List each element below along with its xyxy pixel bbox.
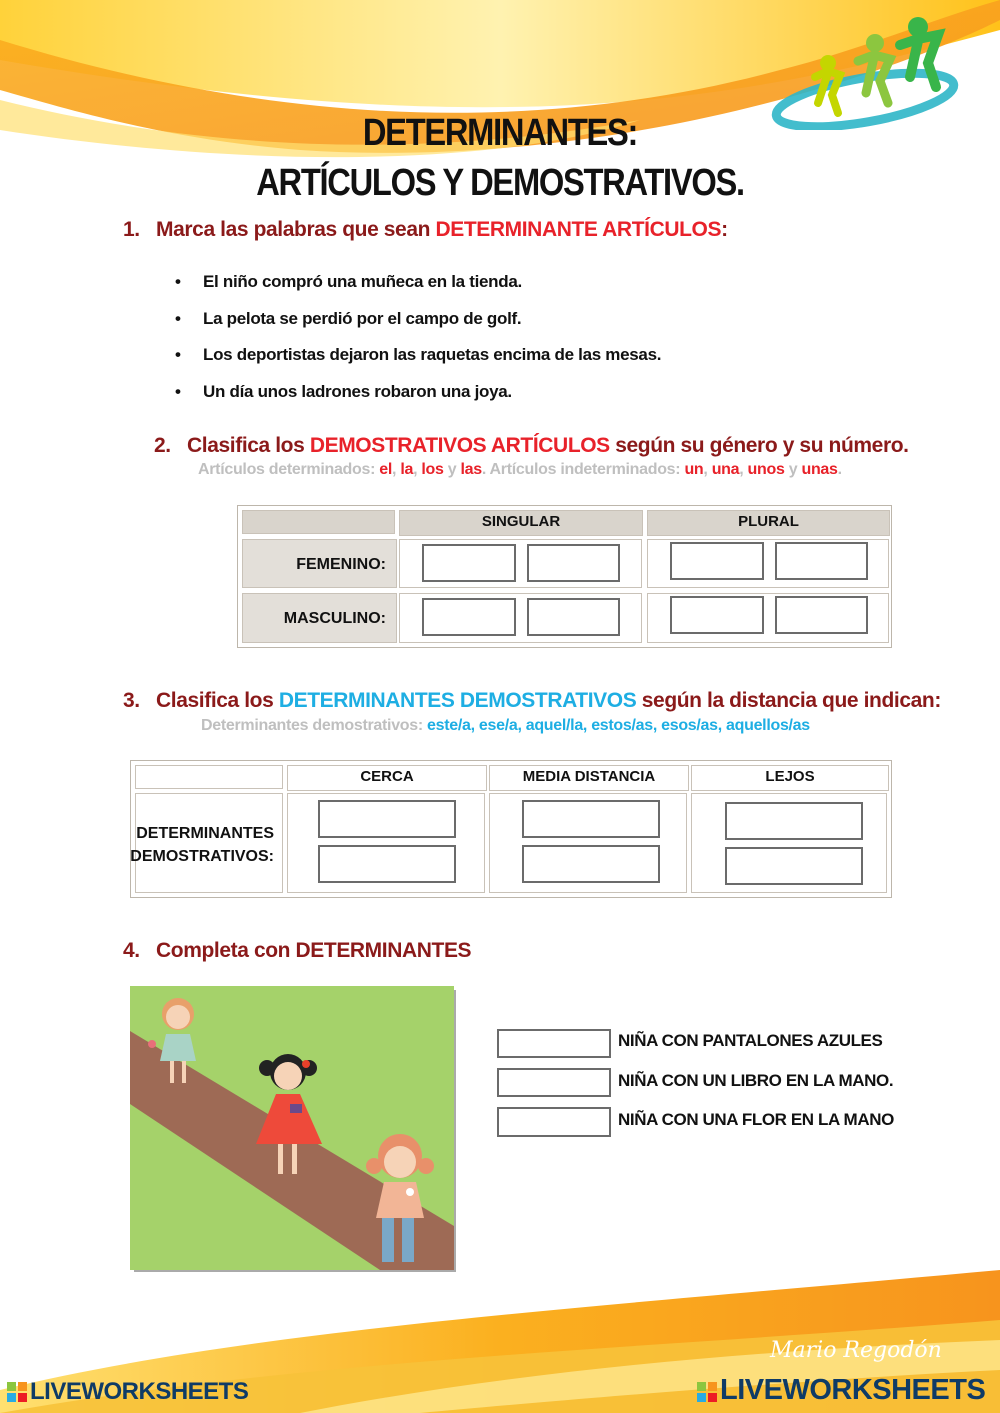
liveworksheets-logo-icon [7,1382,27,1402]
q1-highlight: DETERMINANTE ARTÍCULOS [435,218,722,241]
footer-brand-right[interactable]: LIVEWORKSHEETS [697,1374,985,1407]
q2-row-femenino: FEMENINO: [242,539,397,588]
q4-answer-3[interactable] [497,1107,611,1137]
q3-answer-media-2[interactable] [522,845,660,883]
q3-col-media: MEDIA DISTANCIA [489,765,689,791]
q4-answer-2[interactable] [497,1068,611,1097]
q2-answer-masc-plur-1[interactable] [670,596,764,634]
q1-sentence-3[interactable]: • Los deportistas dejaron las raquetas encima de las mesas. [175,345,661,365]
q3-hint: Determinantes demostrativos: este/a, ese/a, aquel/la, estos/as, esos/as, aquellos/as [201,717,810,734]
q3-col-cerca: CERCA [287,765,487,791]
q3-suffix: según la distancia que indican: [636,689,941,712]
q2-hint: Artículos determinados: el, la, los y las. Artículos indeterminados: un, una, unos y unas. [198,461,842,478]
q2-answer-masc-sing-1[interactable] [422,598,516,636]
q3-answer-lejos-2[interactable] [725,847,863,885]
page-title-line-2: ARTÍCULOS Y DEMOSTRATIVOS. [256,162,744,204]
q1-prefix: Marca las palabras que sean [156,218,436,241]
q4-phrase-1: NIÑA CON PANTALONES AZULES [618,1031,883,1050]
page-title-line-1: DETERMINANTES: [362,112,638,154]
q3-number: 3. [123,689,140,712]
q2-prefix: Clasifica los [187,434,310,457]
q2-number: 2. [154,434,171,457]
q2-col-singular: SINGULAR [399,510,643,536]
q2-heading [154,434,909,458]
q1-sentence-2[interactable]: • La pelota se perdió por el campo de golf. [175,309,521,329]
q2-answer-masc-sing-2[interactable] [527,598,620,636]
q4-heading [123,939,471,963]
q2-corner-cell [242,510,395,534]
q3-answer-cerca-1[interactable] [318,800,456,838]
q3-answer-lejos-1[interactable] [725,802,863,840]
q1-suffix: : [721,218,728,241]
q1-heading [123,218,728,242]
q3-corner-cell [135,765,283,789]
q4-phrase-3: NIÑA CON UNA FLOR EN LA MANO [618,1110,894,1129]
q2-answer-fem-plur-1[interactable] [670,542,764,580]
q2-row-masculino: MASCULINO: [242,593,397,643]
q3-row-label-1: DETERMINANTES [136,825,274,842]
q1-number: 1. [123,218,140,241]
q2-answer-masc-plur-2[interactable] [775,596,868,634]
q2-col-plural: PLURAL [647,510,890,536]
q3-row-label-cell [130,793,283,893]
q3-answer-media-1[interactable] [522,800,660,838]
q4-answer-1[interactable] [497,1029,611,1058]
q2-highlight: DEMOSTRATIVOS ARTÍCULOS [309,434,610,457]
q3-row-label-2: DEMOSTRATIVOS: [130,848,274,865]
q3-answer-cerca-2[interactable] [318,845,456,883]
footer-brand-left[interactable]: LIVEWORKSHEETS [7,1378,248,1406]
q3-prefix: Clasifica los [156,689,279,712]
q4-number: 4. [123,939,140,962]
q2-answer-fem-sing-1[interactable] [422,544,516,582]
girls-on-path-illustration [130,986,460,1276]
q1-sentence-4[interactable]: • Un día unos ladrones robaron una joya. [175,382,512,402]
q2-suffix: según su género y su número. [609,434,909,457]
author-signature: Mario Regodón [770,1338,942,1363]
q4-title: Completa con DETERMINANTES [156,939,472,962]
q3-highlight: DETERMINANTES DEMOSTRATIVOS [278,689,637,712]
q2-answer-fem-sing-2[interactable] [527,544,620,582]
q3-col-lejos: LEJOS [691,765,889,791]
q3-heading [123,689,941,713]
q1-sentence-1[interactable]: • El niño compró una muñeca en la tienda. [175,272,522,292]
liveworksheets-logo-icon [697,1382,717,1402]
q2-answer-fem-plur-2[interactable] [775,542,868,580]
q4-phrase-2: NIÑA CON UN LIBRO EN LA MANO. [618,1071,894,1090]
